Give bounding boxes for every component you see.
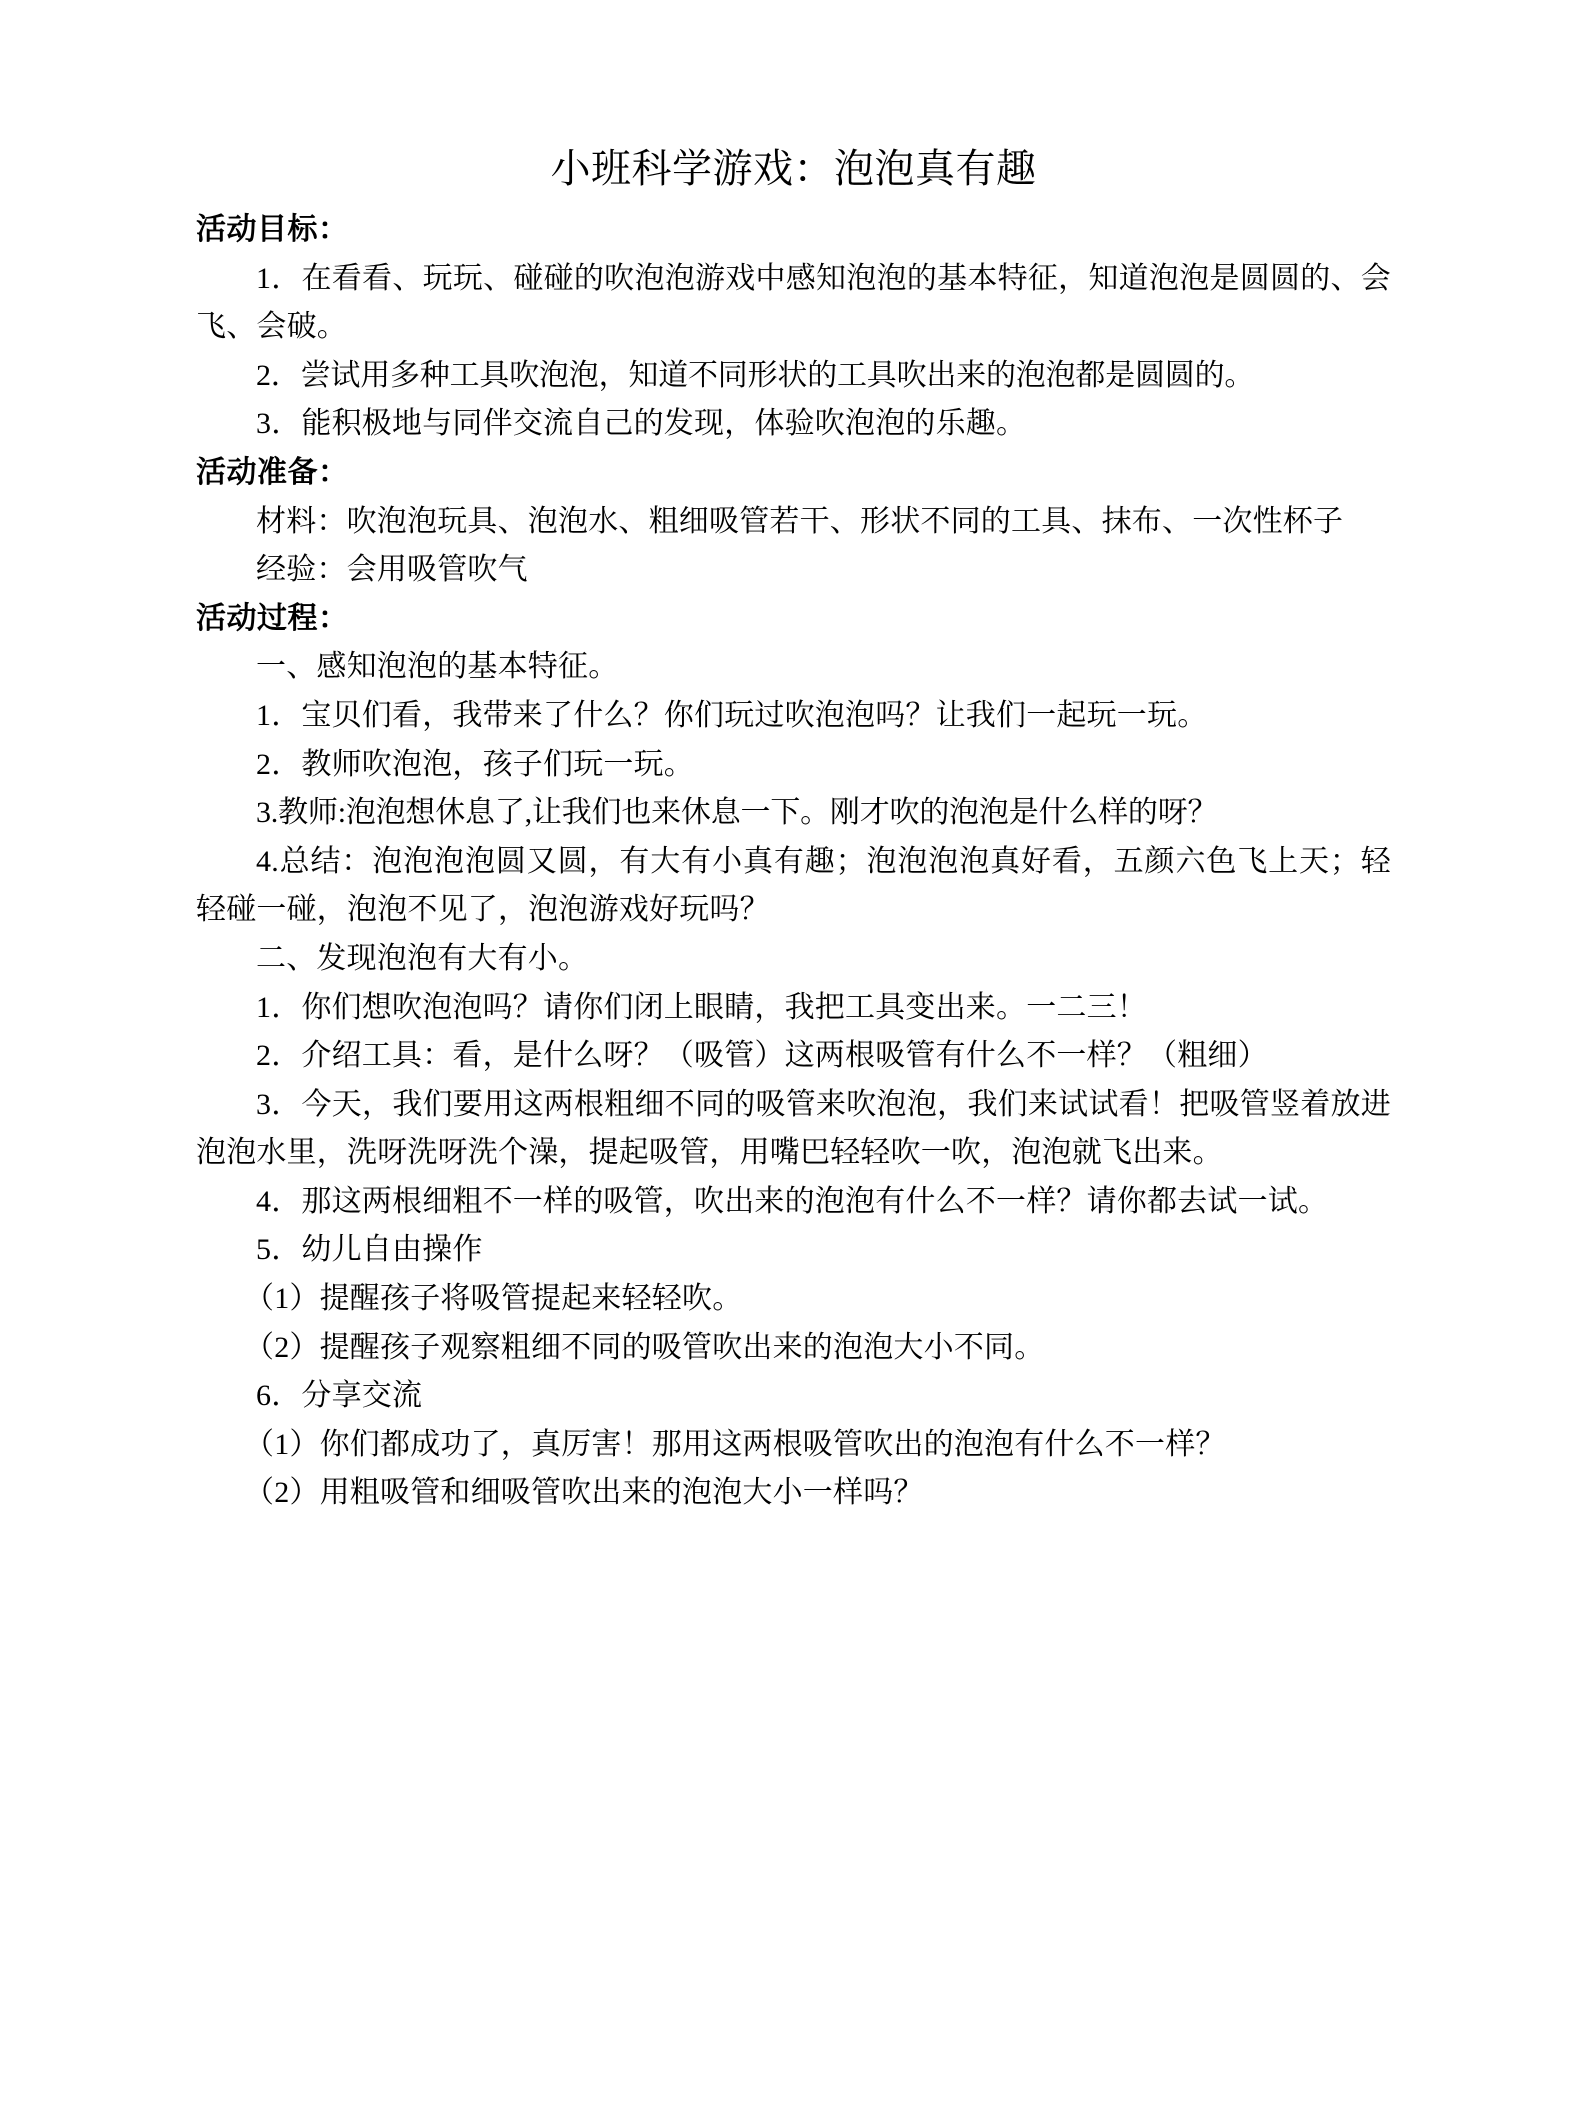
section-heading-process: 活动过程： xyxy=(196,601,349,635)
process-part-two-step-6: 6．分享交流 xyxy=(256,1379,423,1413)
process-part-one-step-2: 2．教师吹泡泡，孩子们玩一玩。 xyxy=(256,747,694,781)
process-part-one-step-1: 1．宝贝们看，我带来了什么？你们玩过吹泡泡吗？让我们一起玩一玩。 xyxy=(256,698,1208,732)
objective-item-2: 2．尝试用多种工具吹泡泡，知道不同形状的工具吹出来的泡泡都是圆圆的。 xyxy=(256,358,1255,392)
process-part-two-step-6-sub-1: （1）你们都成功了，真厉害！那用这两根吸管吹出的泡泡有什么不一样？ xyxy=(244,1427,1226,1461)
process-part-two-step-1: 1．你们想吹泡泡吗？请你们闭上眼睛，我把工具变出来。一二三！ xyxy=(256,990,1147,1024)
section-heading-preparation: 活动准备： xyxy=(196,455,349,489)
process-part-two-step-5-sub-1: （1）提醒孩子将吸管提起来轻轻吹。 xyxy=(244,1282,743,1316)
preparation-experience: 经验：会用吸管吹气 xyxy=(256,553,528,587)
process-part-one-step-3: 3.教师:泡泡想休息了,让我们也来休息一下。刚才吹的泡泡是什么样的呀？ xyxy=(256,796,1218,830)
process-part-two-step-3: 3．今天，我们要用这两根粗细不同的吸管来吹泡泡，我们来试试看！把吸管竖着放进泡泡水里，洗呀洗呀洗个澡，提起吸管，用嘴巴轻轻吹一吹，泡泡就飞出来。 xyxy=(196,1087,1391,1170)
process-part-two-step-6-sub-2: （2）用粗吸管和细吸管吹出来的泡泡大小一样吗？ xyxy=(244,1476,924,1510)
page-title: 小班科学游戏：泡泡真有趣 xyxy=(550,146,1037,191)
preparation-materials: 材料：吹泡泡玩具、泡泡水、粗细吸管若干、形状不同的工具、抹布、一次性杯子 xyxy=(256,504,1344,538)
process-part-two-step-4: 4．那这两根细粗不一样的吸管，吹出来的泡泡有什么不一样？请你都去试一试。 xyxy=(256,1184,1329,1218)
section-heading-objectives: 活动目标： xyxy=(196,213,349,246)
process-part-two-step-5: 5．幼儿自由操作 xyxy=(256,1233,483,1267)
process-part-two-heading: 二、发现泡泡有大有小。 xyxy=(256,941,589,975)
process-part-two-step-5-sub-2: （2）提醒孩子观察粗细不同的吸管吹出来的泡泡大小不同。 xyxy=(244,1330,1045,1364)
objective-item-3: 3．能积极地与同伴交流自己的发现，体验吹泡泡的乐趣。 xyxy=(256,407,1027,441)
process-part-one-heading: 一、感知泡泡的基本特征。 xyxy=(256,650,619,684)
process-part-one-step-4: 4.总结：泡泡泡泡圆又圆，有大有小真有趣；泡泡泡泡真好看，五颜六色飞上天；轻轻碰一碰，泡泡不见了，泡泡游戏好玩吗？ xyxy=(196,844,1391,927)
objective-item-1: 1．在看看、玩玩、碰碰的吹泡泡游戏中感知泡泡的基本特征，知道泡泡是圆圆的、会飞、会破。 xyxy=(196,261,1391,344)
process-part-two-step-2: 2．介绍工具：看，是什么呀？（吸管）这两根吸管有什么不一样？（粗细） xyxy=(256,1039,1268,1073)
